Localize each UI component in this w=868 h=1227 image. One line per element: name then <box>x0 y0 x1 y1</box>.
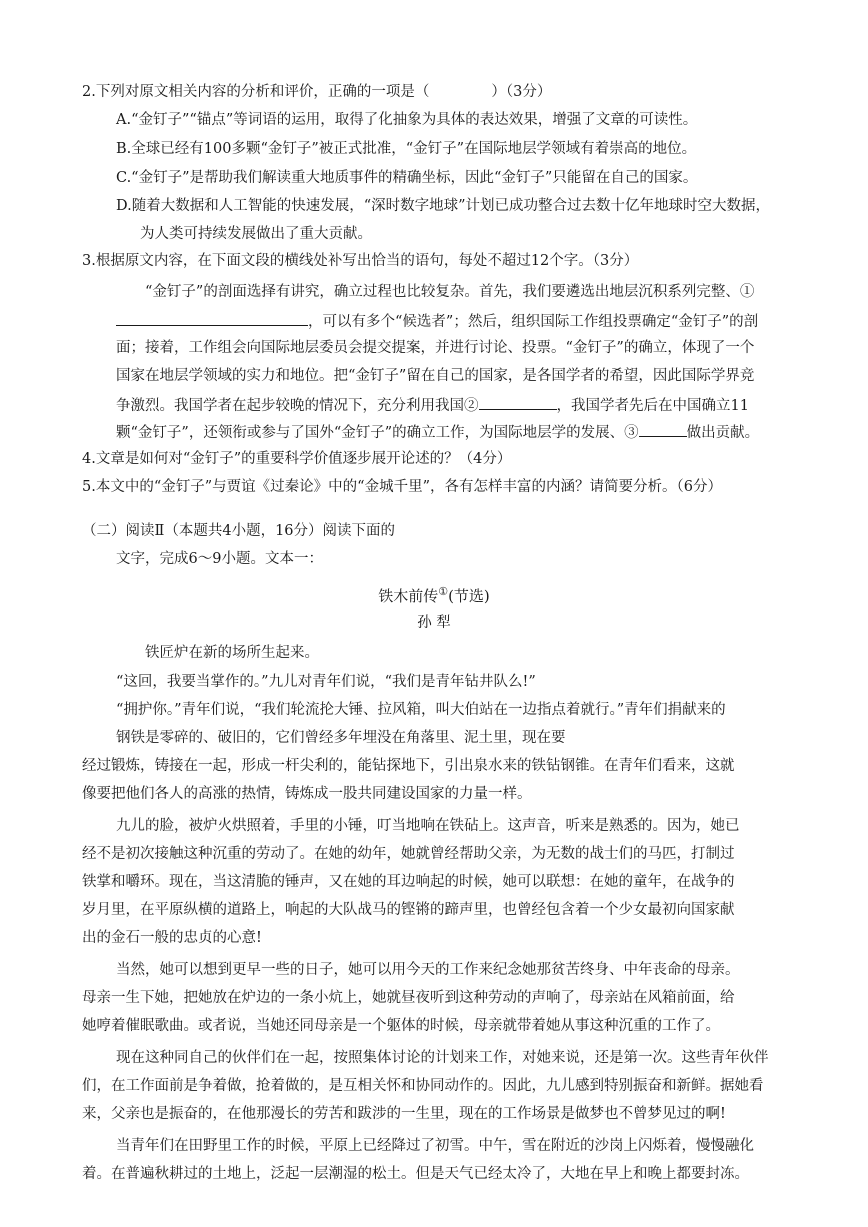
section2-heading: （二）阅读Ⅱ（本题共4小题，16分）阅读下面的 <box>82 523 396 539</box>
footnote-mark: ① <box>438 585 449 598</box>
q3-blank-1[interactable] <box>116 310 308 326</box>
q3-para-line4: 国家在地层学领域的实力和地位。把“金钉子”留在自己的国家，是各国学者的希望，因此国际学界竞 <box>116 368 755 384</box>
q3-para-line1: “金钉子”的剖面选择有讲究，确立过程也比较复杂。首先，我们要遴选出地层沉积系列完整、① <box>145 284 755 300</box>
q3-stem: 3.根据原文内容，在下面文段的横线处补写出恰当的语句，每处不超过12个字。（3分） <box>82 253 639 269</box>
q2-option-b: B.全球已经有100多颗“金钉子”被正式批准，“金钉子”在国际地层学领域有着崇高的地位。 <box>116 141 697 157</box>
text-line-3: “拥护你。”青年们说，“我们轮流抡大锤、拉风箱，叫大伯站在一边指点着就行。”青年们捐献来的 <box>116 702 726 718</box>
article-title-suffix: (节选) <box>448 587 490 605</box>
q3-para-line2 <box>116 310 758 332</box>
text-line-2: “这回，我要当掌作的。”九儿对青年们说，“我们是青年钻井队么!” <box>116 674 536 690</box>
text-line-1: 铁匠炉在新的场所生起来。 <box>145 645 319 661</box>
q3-blank-3[interactable] <box>639 421 687 437</box>
q2-stem-text: 2.下列对原文相关内容的分析和评价，正确的一项是（ <box>82 84 430 100</box>
text-line-9: 铁掌和嚼环。现在，当这清脆的锤声，又在她的耳边响起的时候，她可以联想：在她的童年，在战争的 <box>82 874 735 890</box>
text-line-4: 钢铁是零碎的、破旧的，它们曾经多年埋没在角落里、泥土里，现在要 <box>116 730 566 746</box>
text-line-17: 来，父亲也是振奋的，在他那漫长的劳苦和跋涉的一生里，现在的工作场景是做梦也不曾梦见过的啊! <box>82 1106 726 1122</box>
q3-para-line5 <box>116 394 749 416</box>
text-line-14: 她哼着催眠歌曲。或者说，当她还同母亲是一个躯体的时候，母亲就带着她从事这种沉重的工作了。 <box>82 1018 720 1034</box>
article-author: 孙 犁 <box>417 615 451 631</box>
article-title <box>0 582 868 606</box>
q3-para-line5-text-b: ，我国学者先后在中国确立11 <box>556 398 749 414</box>
q3-blank-2[interactable] <box>479 394 557 410</box>
text-line-18: 当青年们在田野里工作的时候，平原上已经降过了初雪。中午，雪在附近的沙岗上闪烁着，慢慢融化 <box>116 1138 754 1154</box>
q2-stem <box>82 80 551 102</box>
text-line-5: 经过锻炼，铸接在一起，形成一杆尖利的，能钻探地下，引出泉水来的铁钻钢锥。在青年们看来，这就 <box>82 758 735 774</box>
text-line-15: 现在这种同自己的伙伴们在一起，按照集体讨论的计划来工作，对她来说，还是第一次。这些青年伙伴 <box>116 1050 769 1066</box>
text-line-6: 像要把他们各人的高涨的热情，铸炼成一股共同建设国家的力量一样。 <box>82 786 532 802</box>
text-line-11: 出的金石一般的忠贞的心意! <box>82 930 262 946</box>
q3-para-line2-text: ，可以有多个“候选者”；然后，组织国际工作组投票确定“金钉子”的剖 <box>308 314 759 330</box>
text-line-7: 九儿的脸，被炉火烘照着，手里的小锤，叮当地响在铁砧上。这声音，听来是熟悉的。因为，她已 <box>116 818 740 834</box>
text-line-19: 着。在普遍秋耕过的土地上，泛起一层潮湿的松土。但是天气已经太冷了，大地在早上和晚上都要封冻。 <box>82 1166 749 1182</box>
text-line-13: 母亲一生下她，把她放在炉边的一条小炕上，她就昼夜听到这种劳动的声响了，母亲站在风箱前面，给 <box>82 990 735 1006</box>
q2-option-d-line1: D.随着大数据和人工智能的快速发展，“深时数字地球”计划已成功整合过去数十亿年地球时空大数据， <box>116 198 771 214</box>
text-line-8: 经不是初次接触这种沉重的劳动了。在她的幼年，她就曾经帮助父亲，为无数的战士们的马匹，打制过 <box>82 846 735 862</box>
q3-para-line5-text-a: 争激烈。我国学者在起步较晚的情况下，充分利用我国② <box>116 398 479 414</box>
q5-stem: 5.本文中的“金钉子”与贾谊《过秦论》中的“金城千里”，各有怎样丰富的内涵？请简要分析。（6分） <box>82 479 722 495</box>
q3-para-line6-text-b: 做出贡献。 <box>686 425 760 441</box>
q4-stem: 4.文章是如何对“金钉子”的重要科学价值逐步展开论述的？（4分） <box>82 451 512 467</box>
q2-option-c: C.“金钉子”是帮助我们解读重大地质事件的精确坐标，因此“金钉子”只能留在自己的国家。 <box>116 170 698 186</box>
q2-stem-end: ）（3分） <box>491 84 552 100</box>
q2-option-d-line2: 为人类可持续发展做出了重大贡献。 <box>140 226 372 242</box>
article-title-text: 铁木前传 <box>378 587 439 605</box>
q3-para-line3: 面；接着，工作组会向国际地层委员会提交提案，并进行讨论、投票。“金钉子”的确立，体现了一个 <box>116 340 755 356</box>
q2-option-a: A.“金钉子”“锚点”等词语的运用，取得了化抽象为具体的表达效果，增强了文章的可读性。 <box>116 112 698 128</box>
section2-heading-line2: 文字，完成6～9小题。文本一： <box>116 551 323 567</box>
text-line-12: 当然，她可以想到更早一些的日子，她可以用今天的工作来纪念她那贫苦终身、中年丧命的母亲。 <box>116 962 740 978</box>
text-line-16: 们，在工作面前是争着做，抢着做的，是互相关怀和协同动作的。因此，九儿感到特别振奋和新鲜。据她看 <box>82 1078 764 1094</box>
q3-para-line6 <box>116 421 759 443</box>
q3-para-line6-text-a: 颗“金钉子”，还领衔或参与了国外“金钉子”的确立工作，为国际地层学的发展、③ <box>116 425 639 441</box>
text-line-10: 岁月里，在平原纵横的道路上，响起的大队战马的铿锵的蹄声里，也曾经包含着一个少女最初向国家献 <box>82 902 735 918</box>
